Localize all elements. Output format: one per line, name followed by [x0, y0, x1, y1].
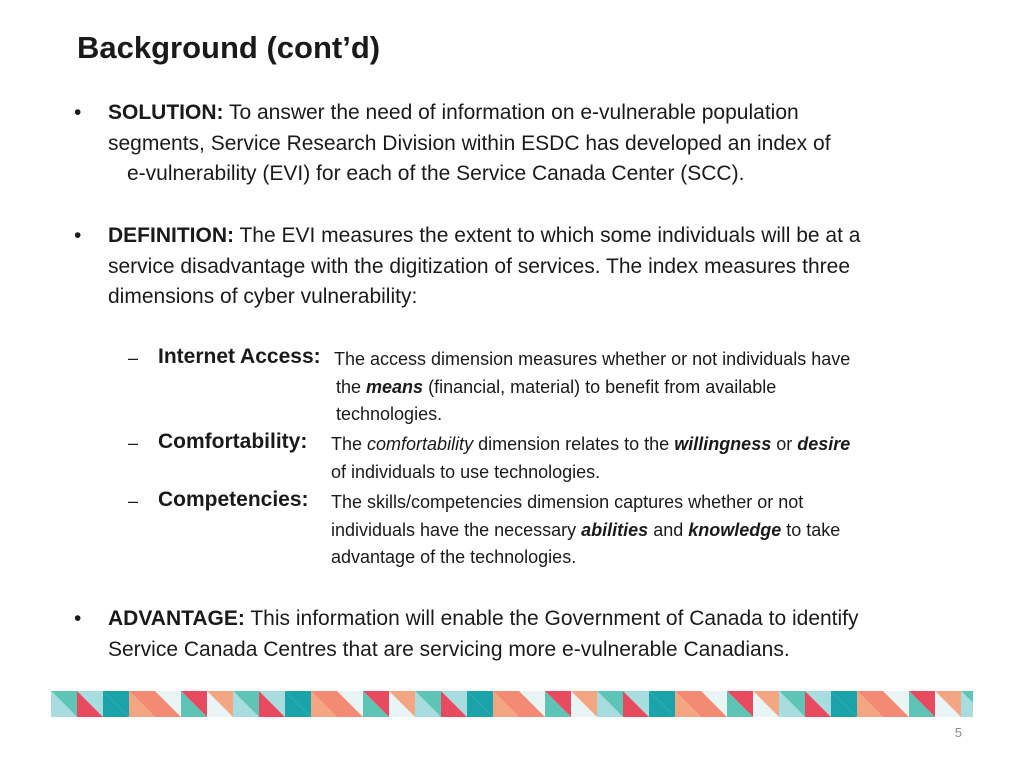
- strip-tile: [259, 691, 285, 717]
- bullet-marker: •: [74, 101, 82, 124]
- solution-line-3: e-vulnerability (EVI) for each of the Service Canada Center (SCC).: [127, 162, 745, 185]
- strip-tile: [597, 691, 623, 717]
- strip-tile: [519, 691, 545, 717]
- strip-tile: [155, 691, 181, 717]
- strip-tile: [51, 691, 77, 717]
- decorative-triangle-strip: [51, 691, 973, 717]
- dash-marker: –: [128, 491, 139, 511]
- strip-tile: [389, 691, 415, 717]
- solution-line-2: segments, Service Research Division within ESDC has developed an index of: [108, 131, 831, 155]
- strip-tile: [233, 691, 259, 717]
- strip-tile: [727, 691, 753, 717]
- text-run: and: [648, 520, 689, 540]
- bullet-marker: •: [74, 607, 82, 630]
- strip-tile: [415, 691, 441, 717]
- strip-tile: [363, 691, 389, 717]
- strip-tile: [77, 691, 103, 717]
- definition-line-2: service disadvantage with the digitization of services. The index measures three: [108, 254, 851, 278]
- emphasis-means: means: [366, 377, 424, 397]
- strip-tile: [571, 691, 597, 717]
- comfortability-line-1: [331, 431, 850, 459]
- competencies-line-1: The skills/competencies dimension captures whether or not: [331, 492, 804, 512]
- advantage-paragraph: [108, 604, 859, 665]
- advantage-label: ADVANTAGE:: [108, 607, 245, 630]
- strip-tile: [441, 691, 467, 717]
- bullet-marker: •: [74, 224, 82, 247]
- comfortability-label: Comfortability:: [158, 430, 308, 453]
- advantage-line-2: Service Canada Centres that are servicing more e-vulnerable Canadians.: [108, 637, 790, 661]
- emphasis-abilities: abilities: [581, 520, 649, 540]
- definition-line-3: dimensions of cyber vulnerability:: [108, 285, 418, 308]
- strip-tile: [129, 691, 155, 717]
- strip-tile: [961, 691, 973, 717]
- definition-paragraph: [108, 221, 860, 313]
- internet-access-line-1: The access dimension measures whether or not individuals have: [334, 349, 851, 369]
- strip-tile: [545, 691, 571, 717]
- text-run: or: [771, 434, 798, 454]
- strip-tile: [207, 691, 233, 717]
- emphasis-willingness: willingness: [674, 434, 772, 454]
- page-number: 5: [954, 725, 962, 740]
- slide-title: Background (cont’d): [77, 30, 381, 65]
- strip-tile: [779, 691, 805, 717]
- competencies-line-2: [331, 517, 840, 545]
- strip-tile: [831, 691, 857, 717]
- text-run: to take: [781, 520, 841, 540]
- strip-tile: [909, 691, 935, 717]
- text-run: individuals have the necessary: [331, 520, 582, 540]
- text-run: (financial, material) to benefit from available: [423, 377, 777, 397]
- competencies-line-3: advantage of the technologies.: [331, 547, 577, 567]
- strip-tile: [337, 691, 363, 717]
- internet-access-line-2: [336, 374, 776, 402]
- strip-tile: [857, 691, 883, 717]
- text-run: the: [336, 377, 367, 397]
- dash-marker: –: [128, 348, 139, 368]
- strip-tile: [753, 691, 779, 717]
- strip-tile: [181, 691, 207, 717]
- strip-tile: [701, 691, 727, 717]
- strip-tile: [311, 691, 337, 717]
- strip-tile: [649, 691, 675, 717]
- advantage-line-1: This information will enable the Government of Canada to identify: [250, 607, 859, 630]
- definition-line-1: The EVI measures the extent to which some individuals will be at a: [239, 224, 861, 247]
- solution-label: SOLUTION:: [108, 101, 224, 124]
- internet-access-line-3: technologies.: [336, 404, 443, 424]
- strip-tile: [805, 691, 831, 717]
- strip-tile: [623, 691, 649, 717]
- strip-tile: [935, 691, 961, 717]
- internet-access-label: Internet Access:: [158, 345, 321, 368]
- strip-tile: [285, 691, 311, 717]
- strip-tile: [883, 691, 909, 717]
- comfortability-line-2: of individuals to use technologies.: [331, 462, 601, 482]
- strip-tile: [103, 691, 129, 717]
- definition-label: DEFINITION:: [108, 224, 234, 247]
- strip-tile: [493, 691, 519, 717]
- solution-line-1: To answer the need of information on e-vulnerable population: [228, 101, 799, 124]
- solution-paragraph: [108, 98, 831, 190]
- competencies-label: Competencies:: [158, 488, 309, 511]
- dash-marker: –: [128, 433, 139, 453]
- text-run: The: [331, 434, 368, 454]
- text-run: dimension relates to the: [473, 434, 675, 454]
- emphasis-desire: desire: [797, 434, 851, 454]
- strip-tile: [675, 691, 701, 717]
- emphasis-knowledge: knowledge: [688, 520, 782, 540]
- emphasis-comfortability: comfortability: [367, 434, 474, 454]
- strip-tile: [467, 691, 493, 717]
